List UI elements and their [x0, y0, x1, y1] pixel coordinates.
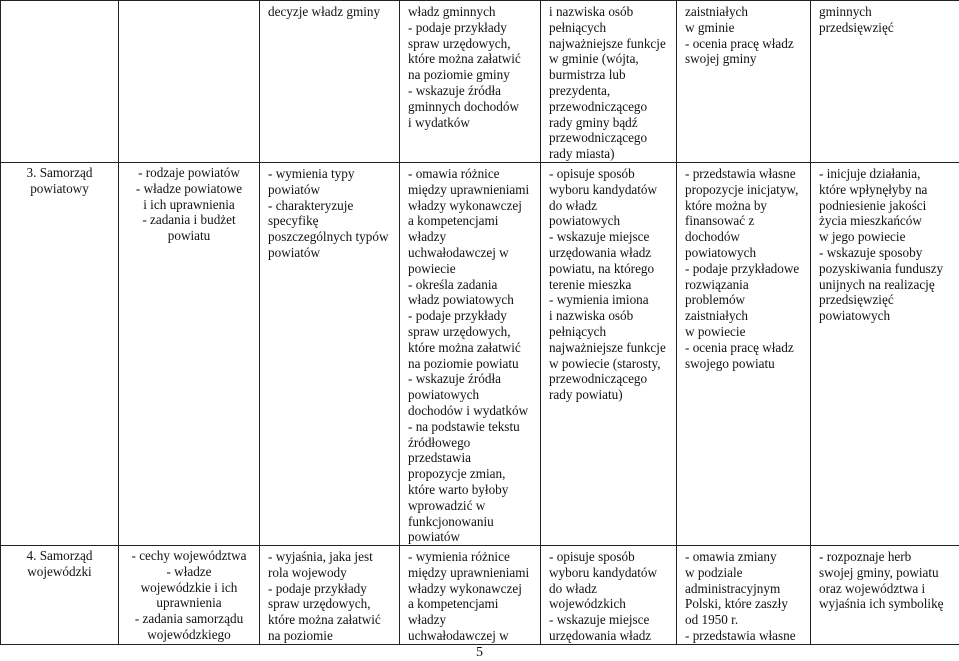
requirement-cell-3: - opisuje sposób wyboru kandydatów do władz wojewódzkich - wskazuje miejsce urzędowania władz: [541, 546, 677, 645]
content-cell: [119, 1, 260, 163]
requirement-cell-3: i nazwiska osób pełniących najważniejsze funkcje w gminie (wójta, burmistrza lub prezydenta, przewodniczącego rady gminy bądź przewodniczącego rady miasta): [541, 1, 677, 163]
requirement-cell-1: - wymienia typy powiatów - charakteryzuje specyfikę poszczególnych typów powiatów: [260, 162, 400, 545]
table-row-top: [1, 1, 959, 163]
topic-cell: [1, 1, 119, 163]
requirement-cell-1: - wyjaśnia, jaka jest rola wojewody - podaje przykłady spraw urzędowych, które można załatwić na poziomie: [260, 546, 400, 645]
requirement-cell-2: - omawia różnice między uprawnieniami władzy wykonawczej a kompetencjami władzy uchwałodawczej w powiecie - określa zadania władz powiatowych - podaje przykłady spraw urzędowych, które można załatwić na poziomie powiatu - wskazuje źródła powiatowych dochodów i wydatków - na podstawie tekstu źródłowego przedstawia propozycje zmian, które warto byłoby wprowadzić w funkcjonowaniu powiatów: [400, 162, 541, 545]
topic-cell: 3. Samorząd powiatowy: [1, 162, 119, 545]
requirement-cell-3: - opisuje sposób wyboru kandydatów do władz powiatowych - wskazuje miejsce urzędowania władz powiatu, na którego terenie mieszka - wymienia imiona i nazwiska osób pełniących najważniejsze funkcje w powiecie (starosty, przewodniczącego rady powiatu): [541, 162, 677, 545]
page-number: 5: [476, 645, 483, 660]
requirement-cell-1: decyzje władz gminy: [260, 1, 400, 163]
requirement-cell-2: - wymienia różnice między uprawnieniami władzy wykonawczej a kompetencjami władzy uchwałodawczej w: [400, 546, 541, 645]
requirement-cell-5: - rozpoznaje herb swojej gminy, powiatu oraz województwa i wyjaśnia ich symbolikę: [811, 546, 959, 645]
requirement-cell-5: gminnych przedsięwzięć: [811, 1, 959, 163]
table-row-wojewodztwo: [1, 546, 959, 645]
requirement-cell-4: zaistniałych w gminie - ocenia pracę władz swojej gminy: [677, 1, 811, 163]
table-row-powiat: [1, 162, 959, 545]
requirement-cell-2: władz gminnych - podaje przykłady spraw urzędowych, które można załatwić na poziomie gminy - wskazuje źródła gminnych dochodów i wydatków: [400, 1, 541, 163]
content-cell: - cechy województwa - władze wojewódzkie i ich uprawnienia - zadania samorządu wojewódzkiego: [119, 546, 260, 645]
topic-cell: 4. Samorząd wojewódzki: [1, 546, 119, 645]
requirement-cell-5: - inicjuje działania, które wpłynęłyby na podniesienie jakości życia mieszkańców w jego powiecie - wskazuje sposoby pozyskiwania funduszy unijnych na realizację przedsięwzięć powiatowych: [811, 162, 959, 545]
requirement-cell-4: - przedstawia własne propozycje inicjatyw, które można by finansować z dochodów powiatowych - podaje przykładowe rozwiązania problemów zaistniałych w powiecie - ocenia pracę władz swojego powiatu: [677, 162, 811, 545]
content-cell: - rodzaje powiatów - władze powiatowe i ich uprawnienia - zadania i budżet powiatu: [119, 162, 260, 545]
requirement-cell-4: - omawia zmiany w podziale administracyjnym Polski, które zaszły od 1950 r. - przedstawia własne: [677, 546, 811, 645]
